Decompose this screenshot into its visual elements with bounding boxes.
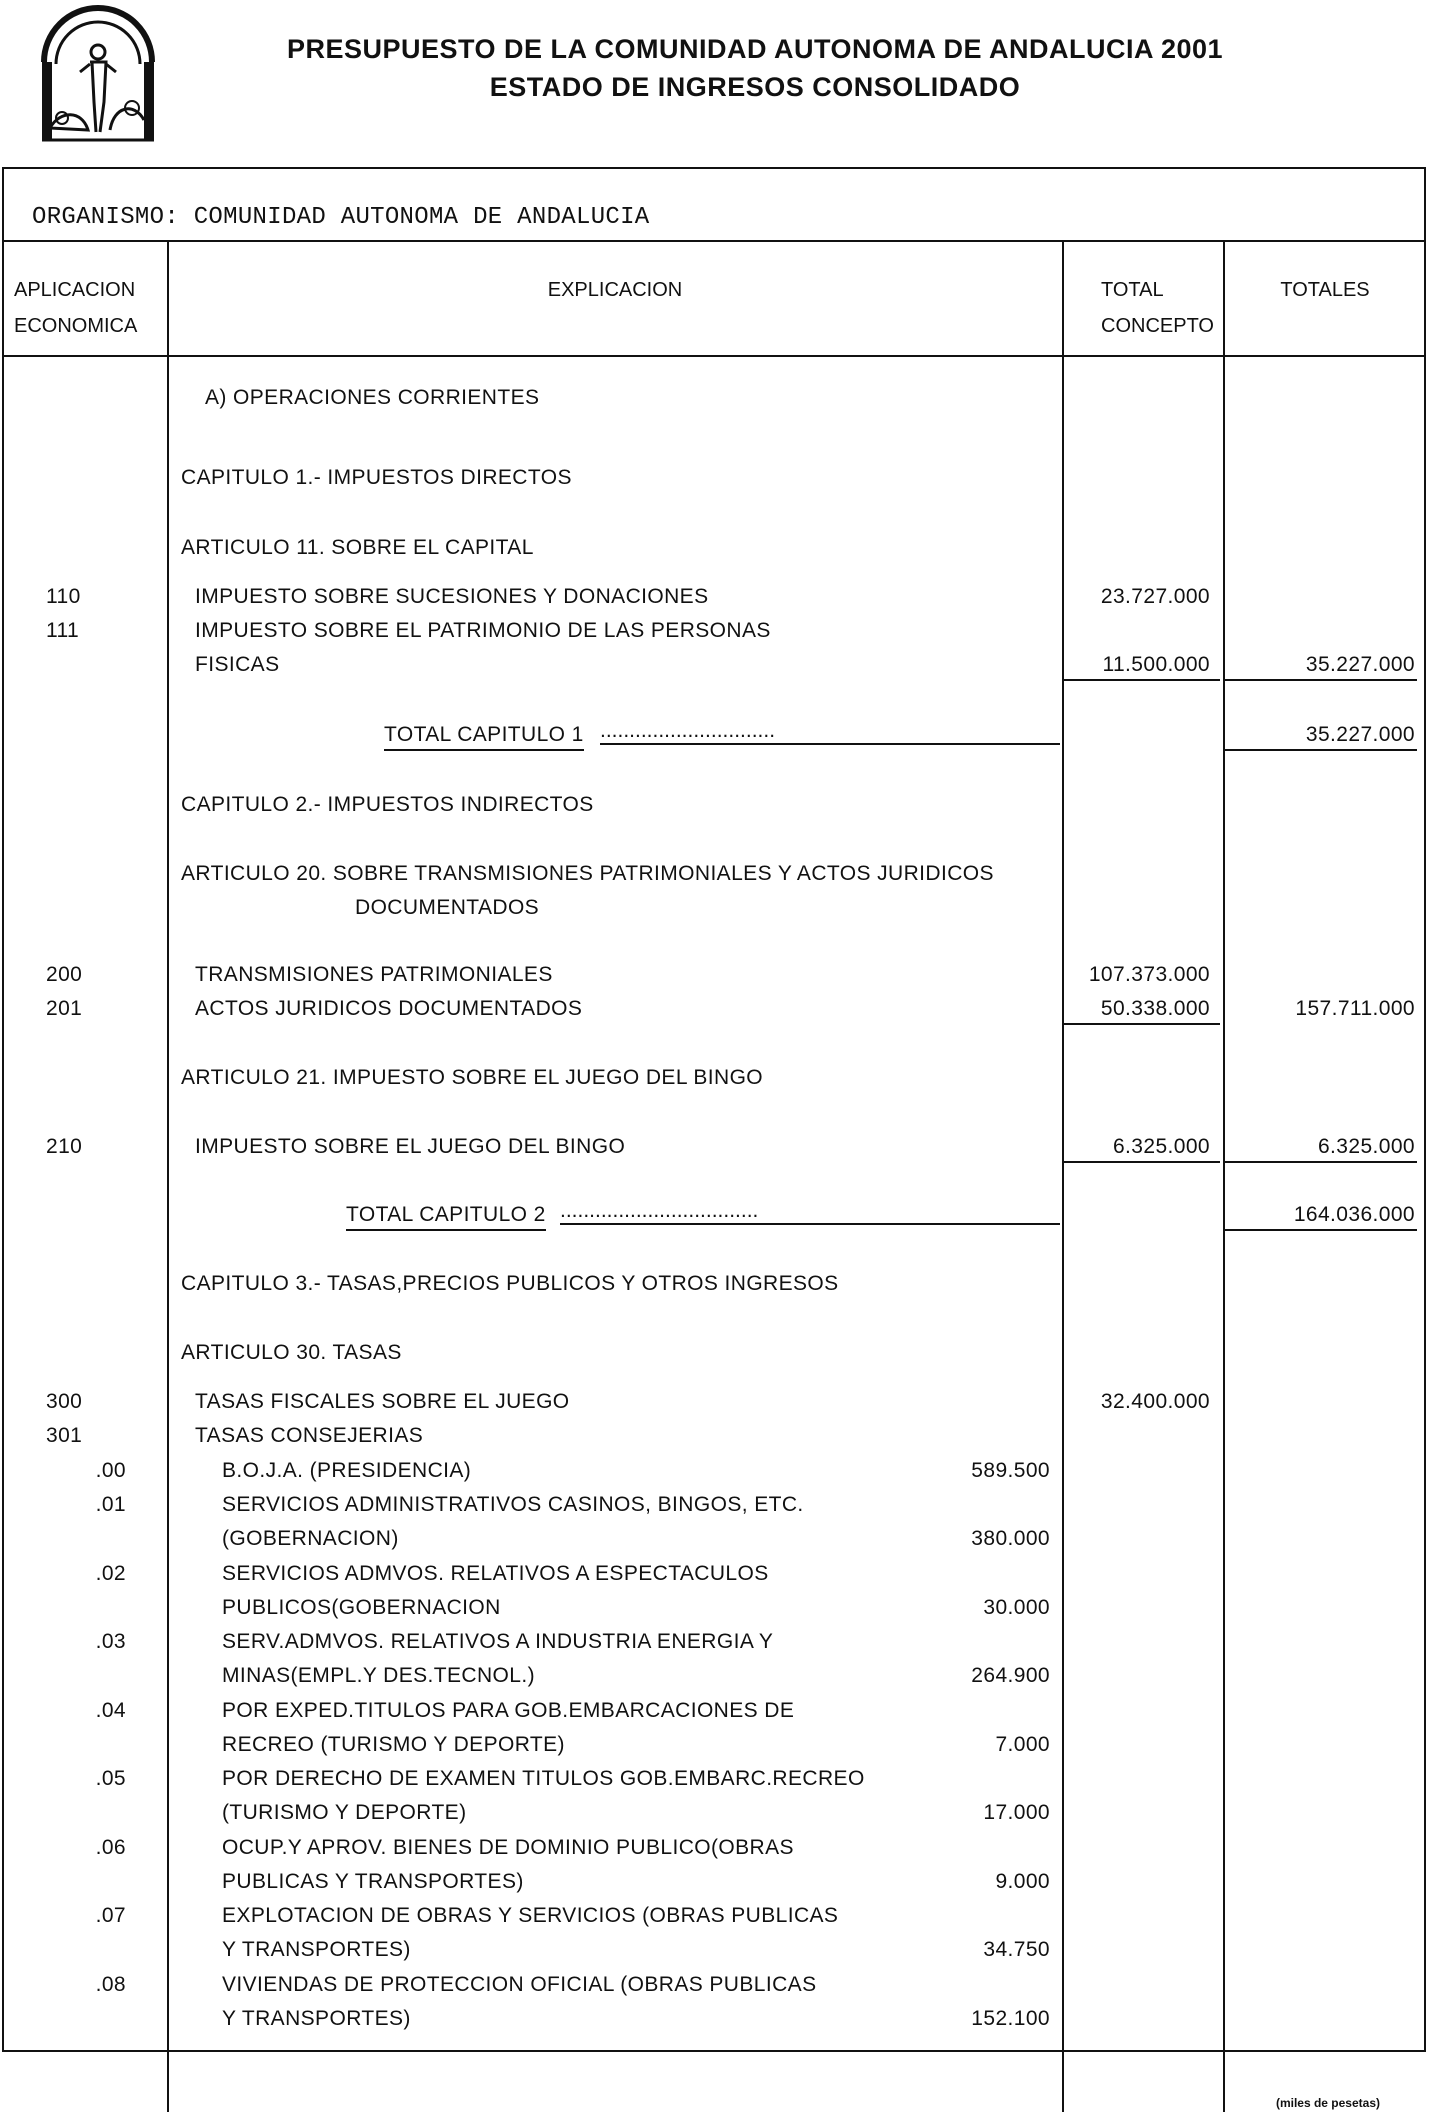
col-header-total-line1: TOTAL [1101,279,1164,301]
col-header-explicacion: EXPLICACION [547,279,683,301]
chapter-heading: CAPITULO 1.- IMPUESTOS DIRECTOS [181,466,572,489]
subitem-text: SERV.ADMVOS. RELATIVOS A INDUSTRIA ENERGIA Y [222,1630,774,1653]
row-code: 201 [46,997,83,1020]
divider [2,240,1426,242]
row-code: 200 [46,963,83,986]
col-header-totales: TOTALES [1280,279,1370,301]
col-header-aplicacion [14,272,137,344]
subitem-amount: 264.900 [971,1664,1050,1687]
article-heading: ARTICULO 30. TASAS [181,1341,402,1364]
row-text: FISICAS [195,653,280,676]
subitem-code: .08 [95,1972,126,1996]
dot-leader: .............................. [600,719,1060,745]
subitem-text-cont: PUBLICOS(GOBERNACION [222,1595,501,1619]
subitem-code: .06 [95,1835,126,1859]
subitem-text: OCUP.Y APROV. BIENES DE DOMINIO PUBLICO(OBRAS [222,1835,794,1859]
dot-leader: .................................. [560,1199,1060,1225]
row-text: TASAS FISCALES SOBRE EL JUEGO [195,1390,570,1413]
subitem-amount: 589.500 [971,1459,1050,1482]
row-concepto: 50.338.000 [1064,995,1220,1025]
subitem-amount: 380.000 [971,1527,1050,1550]
subitem-text: SERVICIOS ADMVOS. RELATIVOS A ESPECTACULOS [222,1561,769,1585]
chapter-total-label: TOTAL CAPITULO 2 [346,1201,546,1231]
subitem-code: .02 [95,1561,126,1585]
row-concepto: 32.400.000 [1100,1390,1210,1413]
section-operaciones-corrientes: A) OPERACIONES CORRIENTES [205,386,540,409]
row-text: TRANSMISIONES PATRIMONIALES [195,963,553,986]
subitem-code: .01 [95,1493,126,1516]
subitem-amount: 152.100 [971,2006,1050,2030]
subitem-code: .07 [95,1904,126,1927]
row-concepto: 6.325.000 [1064,1133,1220,1163]
row-text: IMPUESTO SOBRE EL PATRIMONIO DE LAS PERSONAS [195,619,771,642]
row-total: 6.325.000 [1225,1133,1417,1163]
subitem-text: POR EXPED.TITULOS PARA GOB.EMBARCACIONES DE [222,1698,795,1722]
row-text: TASAS CONSEJERIAS [195,1424,424,1447]
units-note: (miles de pesetas) [1275,2096,1380,2110]
chapter-heading: CAPITULO 3.- TASAS,PRECIOS PUBLICOS Y OTROS INGRESOS [181,1272,839,1295]
column-divider [167,240,169,2112]
row-text: ACTOS JURIDICOS DOCUMENTADOS [195,997,583,1020]
column-divider [1062,240,1064,2112]
row-concepto: 23.727.000 [1100,585,1210,608]
row-concepto: 11.500.000 [1064,651,1220,681]
subitem-text-cont: MINAS(EMPL.Y DES.TECNOL.) [222,1664,536,1687]
row-code: 300 [46,1390,83,1413]
column-divider [1223,240,1225,2112]
subitem-text: SERVICIOS ADMINISTRATIVOS CASINOS, BINGOS, ETC. [222,1493,804,1516]
article-heading: ARTICULO 21. IMPUESTO SOBRE EL JUEGO DEL BINGO [181,1066,764,1089]
subitem-text-cont: PUBLICAS Y TRANSPORTES) [222,1869,524,1893]
subitem-text-cont: RECREO (TURISMO Y DEPORTE) [222,1732,565,1756]
subitem-text: POR DERECHO DE EXAMEN TITULOS GOB.EMBARC.RECREO [222,1767,865,1790]
subitem-code: .03 [95,1630,126,1653]
subitem-text-cont: Y TRANSPORTES) [222,2006,411,2030]
chapter-total: 35.227.000 [1225,721,1417,751]
row-concepto: 107.373.000 [1088,963,1210,986]
subitem-amount: 7.000 [995,1732,1050,1756]
subitem-text-cont: (TURISMO Y DEPORTE) [222,1801,467,1824]
col-header-concepto-line2: CONCEPTO [1101,315,1214,337]
row-code: 301 [46,1424,83,1447]
chapter-total: 164.036.000 [1225,1201,1417,1231]
chapter-heading: CAPITULO 2.- IMPUESTOS INDIRECTOS [181,793,594,816]
subitem-code: .05 [95,1767,126,1790]
col-header-aplicacion-line2: ECONOMICA [14,315,138,337]
col-header-aplicacion-line1: APLICACION [14,279,136,301]
row-code: 110 [46,585,81,608]
subitem-text: B.O.J.A. (PRESIDENCIA) [222,1459,472,1482]
divider [2,355,1426,357]
subitem-amount: 30.000 [983,1595,1050,1619]
chapter-total-label: TOTAL CAPITULO 1 [384,721,584,751]
article-heading: ARTICULO 20. SOBRE TRANSMISIONES PATRIMONIALES Y ACTOS JURIDICOS [181,862,994,885]
subitem-amount: 17.000 [983,1801,1050,1824]
article-heading-cont: DOCUMENTADOS [355,896,540,919]
row-code: 111 [46,619,80,642]
subitem-code: .00 [95,1459,126,1482]
document-title: PRESUPUESTO DE LA COMUNIDAD AUTONOMA DE ANDALUCIA 2001 [286,34,1224,64]
col-header-total-concepto [1101,272,1214,344]
subitem-text: VIVIENDAS DE PROTECCION OFICIAL (OBRAS PUBLICAS [222,1972,817,1996]
subitem-text-cont: Y TRANSPORTES) [222,1938,411,1961]
row-code: 210 [46,1135,83,1158]
document-subtitle: ESTADO DE INGRESOS CONSOLIDADO [489,72,1021,102]
subitem-code: .04 [95,1698,126,1722]
junta-andalucia-logo [30,2,166,144]
row-text: IMPUESTO SOBRE EL JUEGO DEL BINGO [195,1135,626,1158]
row-total: 157.711.000 [1295,997,1415,1020]
subitem-amount: 9.000 [995,1869,1050,1893]
organismo-label: ORGANISMO: COMUNIDAD AUTONOMA DE ANDALUCIA [32,204,650,231]
row-text: IMPUESTO SOBRE SUCESIONES Y DONACIONES [195,585,709,608]
divider [2,2050,1426,2052]
subitem-amount: 34.750 [983,1938,1050,1961]
row-total: 35.227.000 [1225,651,1417,681]
subitem-text-cont: (GOBERNACION) [222,1527,399,1550]
subitem-text: EXPLOTACION DE OBRAS Y SERVICIOS (OBRAS PUBLICAS [222,1904,839,1927]
article-heading: ARTICULO 11. SOBRE EL CAPITAL [181,536,534,559]
